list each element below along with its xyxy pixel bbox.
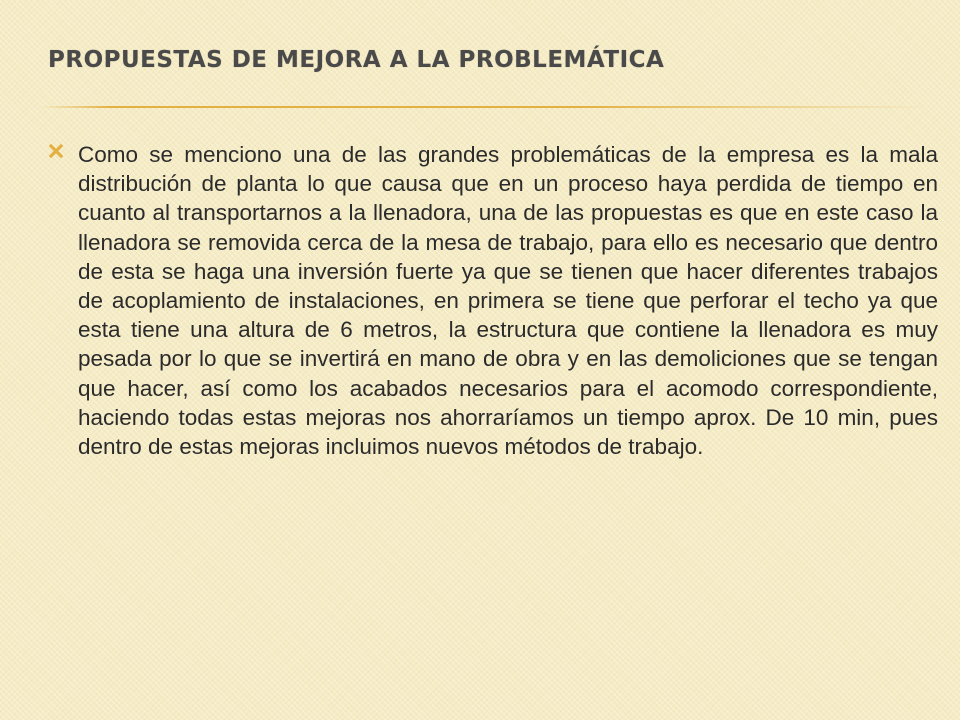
title-underline [40, 106, 930, 108]
slide-title: PROPUESTAS DE MEJORA A LA PROBLEMÁTICA [48, 47, 665, 73]
x-bullet-icon [48, 143, 64, 159]
bullet-text: Como se menciono una de las grandes problemáticas de la empresa es la mala distribución de planta lo que causa que en un proceso haya perdida de tiempo en cuanto al transportarnos a la llenadora, una de las propuestas es que en este caso la llenadora se removida cerca de la mesa de trabajo, para ello es necesario que dentro de esta se haga una inversión fuerte ya que se tienen que hacer diferentes trabajos de acoplamiento de instalaciones, en primera se tiene que perforar el techo ya que esta tiene una altura de 6 metros, la estructura que contiene la llenadora es muy pesada por lo que se invertirá en mano de obra y en las demoliciones que se tengan que hacer, así como los acabados necesarios para el acomodo correspondiente, haciendo todas estas mejoras nos ahorraríamos un tiempo aprox. De 10 min, pues dentro de estas mejoras incluimos nuevos métodos de trabajo. [78, 142, 938, 460]
slide-content [48, 140, 938, 461]
bullet-item [48, 140, 938, 461]
